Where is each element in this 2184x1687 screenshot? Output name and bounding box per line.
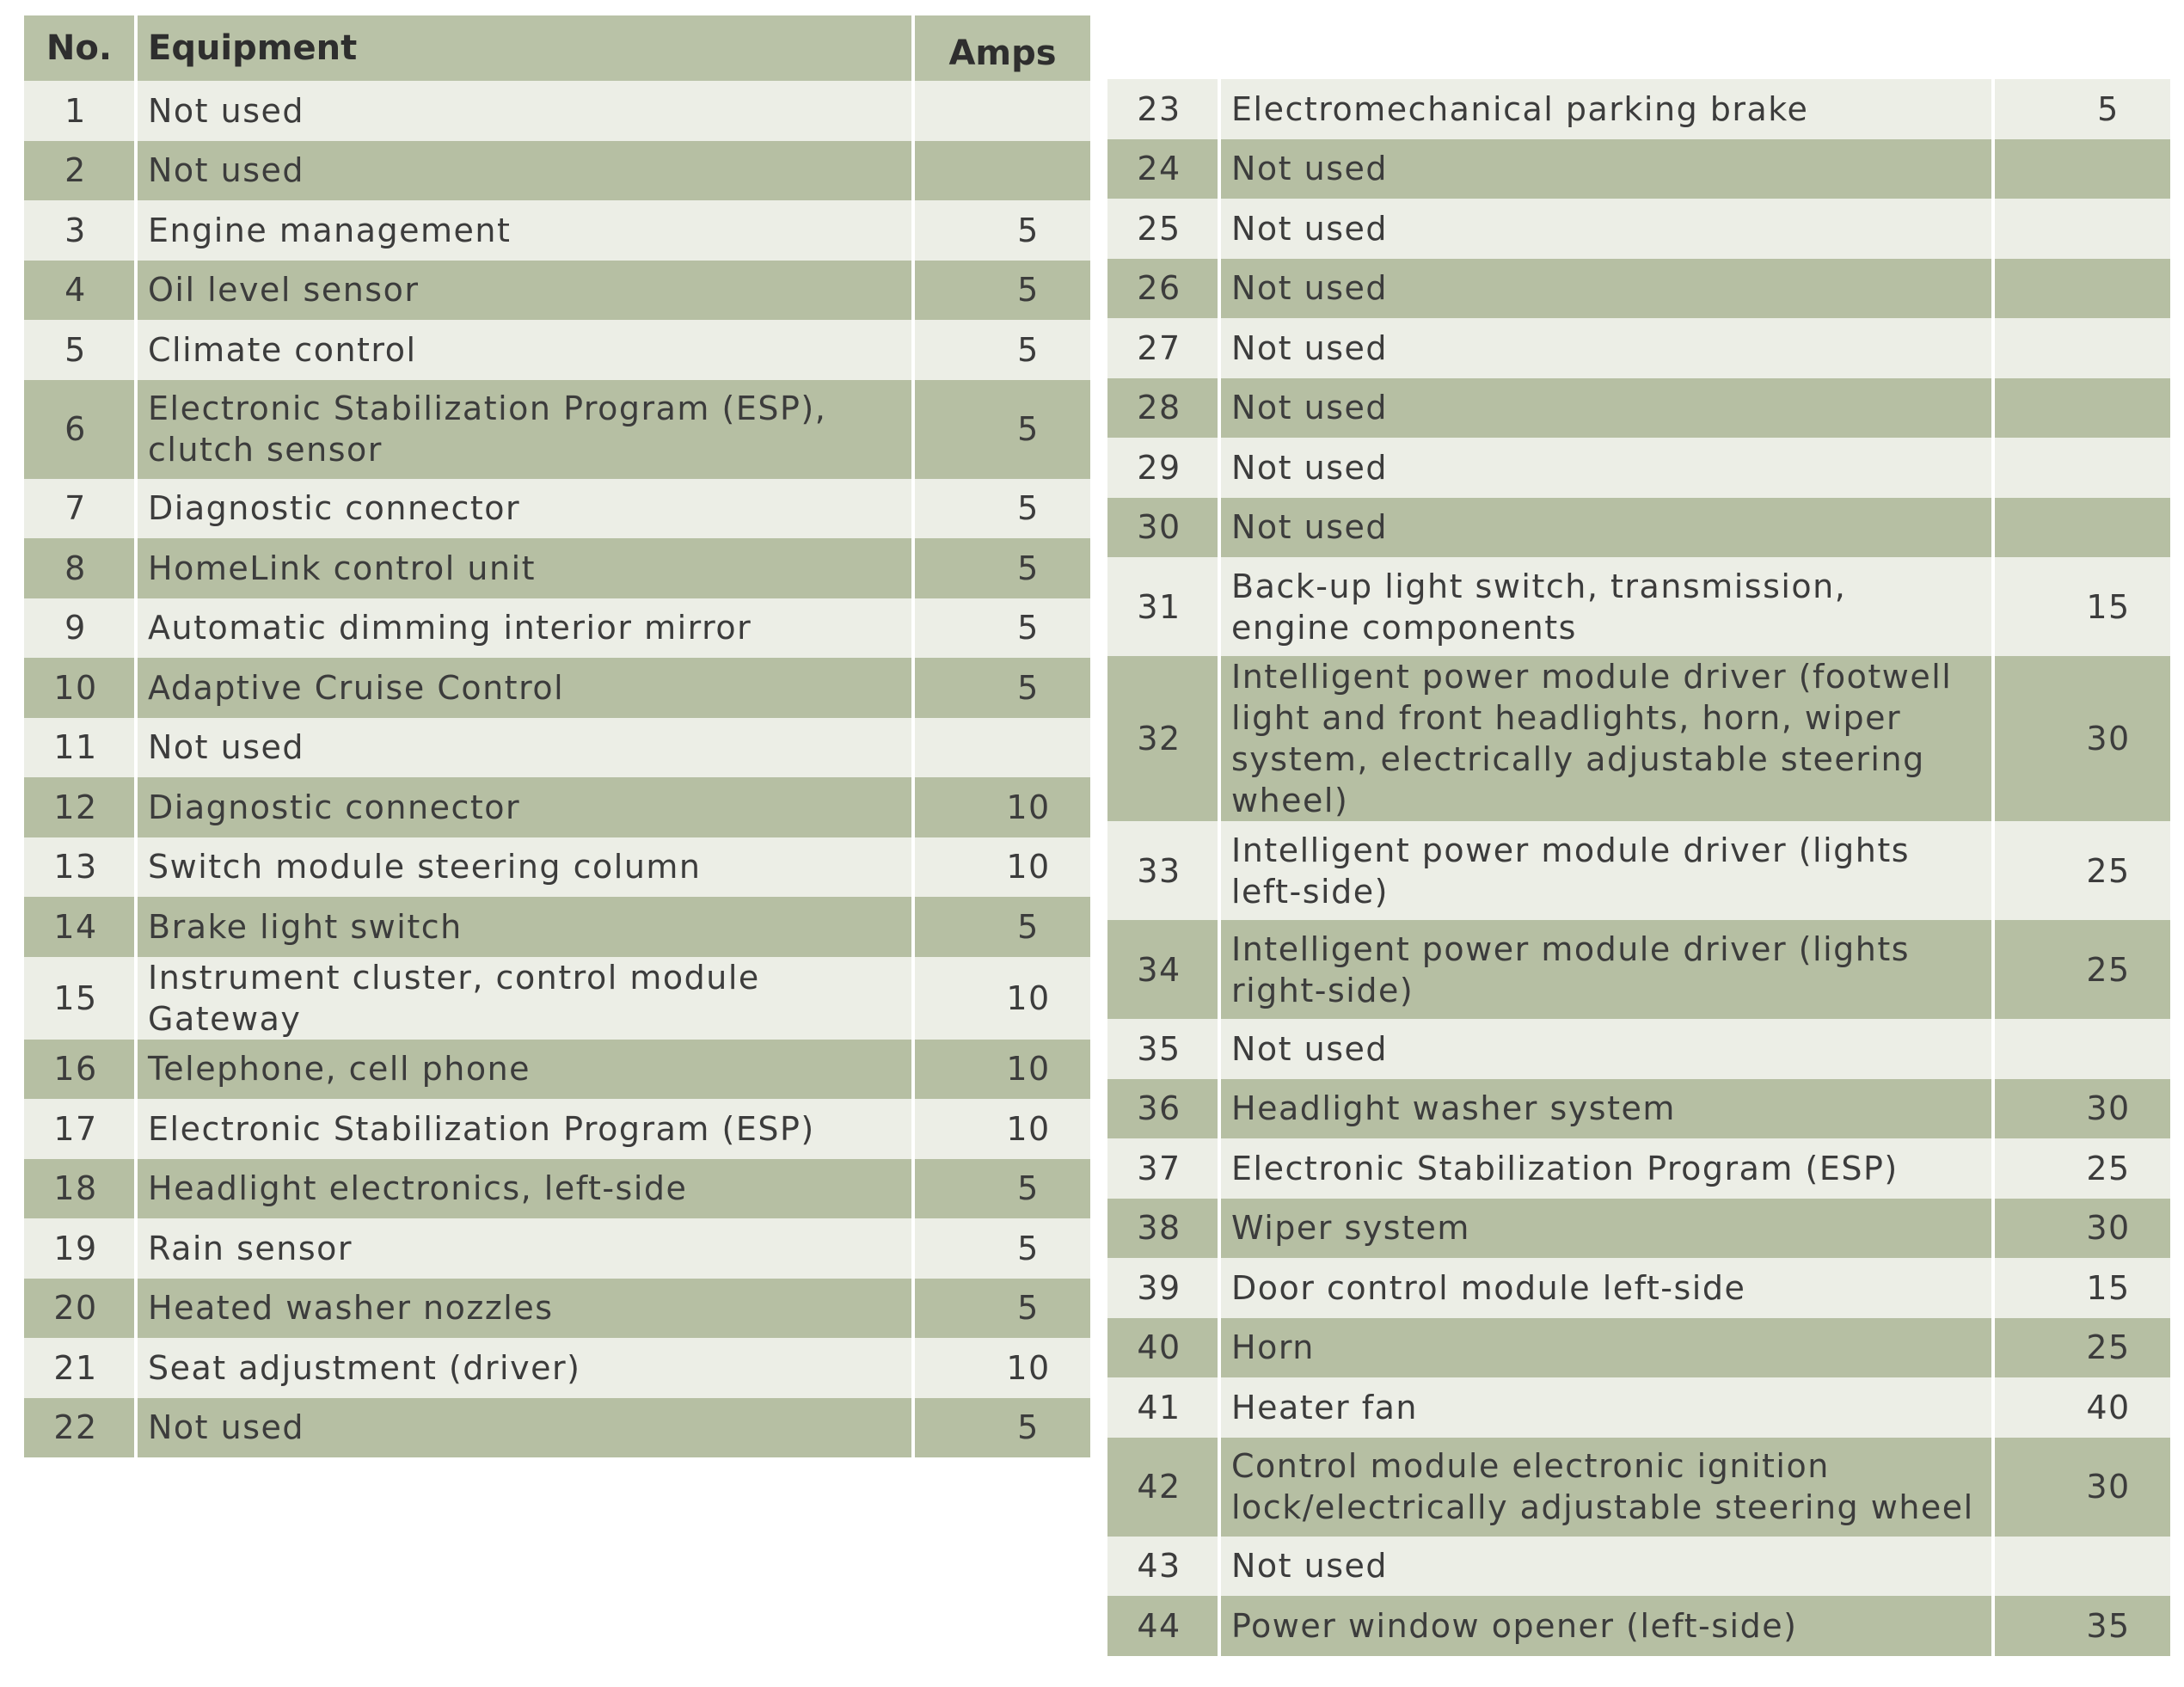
fuse-equipment: Adaptive Cruise Control — [136, 658, 913, 718]
fuse-amps: 10 — [913, 957, 1090, 1040]
fuse-equipment: Headlight washer system — [1219, 1079, 1993, 1139]
header-equipment: Equipment — [136, 15, 913, 81]
fuse-amps: 30 — [1993, 1079, 2170, 1139]
fuse-equipment: Seat adjustment (driver) — [136, 1338, 913, 1398]
fuse-equipment: Electronic Stabilization Program (ESP) — [136, 1099, 913, 1159]
fuse-amps: 5 — [913, 897, 1090, 957]
fuse-number: 11 — [24, 718, 136, 778]
fuse-number: 14 — [24, 897, 136, 957]
fuse-equipment: Intelligent power module driver (lights left-side) — [1219, 821, 1993, 920]
table-row — [1107, 199, 2170, 259]
fuse-equipment: Engine management — [136, 200, 913, 261]
fuse-amps: 40 — [1993, 1377, 2170, 1438]
table-row — [24, 1338, 1090, 1398]
fuse-amps: 10 — [913, 1338, 1090, 1398]
fuse-equipment: Headlight electronics, left-side — [136, 1159, 913, 1219]
fuse-number: 5 — [24, 320, 136, 380]
table-row — [24, 1398, 1090, 1458]
table-row — [24, 141, 1090, 201]
fuse-number: 27 — [1107, 318, 1219, 378]
fuse-amps: 5 — [913, 1218, 1090, 1279]
table-row — [1107, 438, 2170, 498]
fuse-amps: 25 — [1993, 1318, 2170, 1378]
fuse-equipment: Intelligent power module driver (lights right-side) — [1219, 920, 1993, 1019]
table-row — [1107, 1258, 2170, 1318]
table-row — [24, 479, 1090, 539]
fuse-number: 22 — [24, 1398, 136, 1458]
fuse-number: 36 — [1107, 1079, 1219, 1139]
fuse-number: 37 — [1107, 1138, 1219, 1199]
fuse-amps: 30 — [1993, 656, 2170, 821]
table-row — [24, 718, 1090, 778]
fuse-number: 12 — [24, 777, 136, 837]
table-row — [24, 897, 1090, 957]
fuse-amps: 10 — [913, 777, 1090, 837]
fuse-number: 40 — [1107, 1318, 1219, 1378]
table-row — [1107, 656, 2170, 821]
fuse-equipment: Not used — [1219, 318, 1993, 378]
table-row — [24, 200, 1090, 261]
fuse-amps: 5 — [913, 1398, 1090, 1458]
fuse-amps: 10 — [913, 1099, 1090, 1159]
fuse-number: 25 — [1107, 199, 1219, 259]
fuse-equipment: Power window opener (left-side) — [1219, 1596, 1993, 1656]
fuse-amps — [913, 81, 1090, 141]
table-row — [24, 1279, 1090, 1339]
fuse-amps — [1993, 498, 2170, 558]
table-row — [1107, 920, 2170, 1019]
table-row — [1107, 1438, 2170, 1537]
table-row — [1107, 1019, 2170, 1079]
fuse-number: 20 — [24, 1279, 136, 1339]
fuse-equipment: Not used — [1219, 1537, 1993, 1597]
table-row — [1107, 1596, 2170, 1656]
fuse-equipment: Not used — [1219, 139, 1993, 199]
fuse-number: 19 — [24, 1218, 136, 1279]
fuse-table-right — [1107, 79, 2170, 1656]
table-row — [1107, 498, 2170, 558]
fuse-number: 31 — [1107, 557, 1219, 656]
fuse-equipment: HomeLink control unit — [136, 538, 913, 598]
table-row — [1107, 259, 2170, 319]
fuse-equipment: Not used — [136, 1398, 913, 1458]
fuse-amps: 5 — [913, 658, 1090, 718]
fuse-amps: 35 — [1993, 1596, 2170, 1656]
fuse-amps — [1993, 1019, 2170, 1079]
fuse-amps: 5 — [913, 598, 1090, 659]
fuse-amps: 25 — [1993, 920, 2170, 1019]
fuse-equipment: Door control module left-side — [1219, 1258, 1993, 1318]
fuse-number: 2 — [24, 141, 136, 201]
table-row — [1107, 1079, 2170, 1139]
fuse-number: 3 — [24, 200, 136, 261]
fuse-equipment: Not used — [136, 81, 913, 141]
table-row — [24, 1218, 1090, 1279]
table-row — [1107, 1537, 2170, 1597]
table-header — [24, 15, 1090, 81]
fuse-amps: 10 — [913, 837, 1090, 898]
fuse-equipment: Back-up light switch, transmission, engine components — [1219, 557, 1993, 656]
fuse-equipment: Intelligent power module driver (footwell light and front headlights, horn, wiper system, electrically adjustable steering wheel) — [1219, 656, 1993, 821]
fuse-equipment: Not used — [1219, 438, 1993, 498]
fuse-equipment: Brake light switch — [136, 897, 913, 957]
fuse-number: 44 — [1107, 1596, 1219, 1656]
fuse-number: 34 — [1107, 920, 1219, 1019]
fuse-number: 38 — [1107, 1199, 1219, 1259]
fuse-number: 8 — [24, 538, 136, 598]
fuse-number: 35 — [1107, 1019, 1219, 1079]
fuse-number: 30 — [1107, 498, 1219, 558]
table-row — [1107, 139, 2170, 199]
table-row — [24, 538, 1090, 598]
table-row — [24, 320, 1090, 380]
fuse-equipment: Instrument cluster, control module Gateway — [136, 957, 913, 1040]
fuse-number: 7 — [24, 479, 136, 539]
table-row — [1107, 1377, 2170, 1438]
table-row — [24, 837, 1090, 898]
fuse-amps: 25 — [1993, 821, 2170, 920]
fuse-amps — [913, 141, 1090, 201]
fuse-number: 9 — [24, 598, 136, 659]
table-row — [1107, 79, 2170, 139]
fuse-amps — [1993, 378, 2170, 439]
fuse-equipment: Climate control — [136, 320, 913, 380]
fuse-equipment: Horn — [1219, 1318, 1993, 1378]
table-row — [1107, 1199, 2170, 1259]
fuse-equipment: Electronic Stabilization Program (ESP), clutch sensor — [136, 380, 913, 479]
fuse-equipment: Diagnostic connector — [136, 479, 913, 539]
fuse-number: 6 — [24, 380, 136, 479]
fuse-number: 29 — [1107, 438, 1219, 498]
fuse-amps — [1993, 438, 2170, 498]
fuse-equipment: Not used — [136, 718, 913, 778]
table-row — [24, 1159, 1090, 1219]
fuse-equipment: Rain sensor — [136, 1218, 913, 1279]
table-row — [24, 261, 1090, 321]
fuse-number: 39 — [1107, 1258, 1219, 1318]
fuse-number: 17 — [24, 1099, 136, 1159]
fuse-equipment: Control module electronic ignition lock/electrically adjustable steering wheel — [1219, 1438, 1993, 1537]
fuse-number: 26 — [1107, 259, 1219, 319]
fuse-amps: 5 — [1993, 79, 2170, 139]
fuse-amps: 30 — [1993, 1438, 2170, 1537]
fuse-amps: 5 — [913, 479, 1090, 539]
fuse-amps — [1993, 259, 2170, 319]
fuse-amps — [913, 718, 1090, 778]
fuse-amps — [1993, 1537, 2170, 1597]
fuse-equipment: Electromechanical parking brake — [1219, 79, 1993, 139]
fuse-equipment: Diagnostic connector — [136, 777, 913, 837]
table-row — [1107, 821, 2170, 920]
fuse-table-left — [24, 15, 1090, 1457]
fuse-equipment: Switch module steering column — [136, 837, 913, 898]
table-row — [24, 957, 1090, 1040]
fuse-amps — [1993, 318, 2170, 378]
fuse-number: 21 — [24, 1338, 136, 1398]
fuse-equipment: Not used — [1219, 259, 1993, 319]
fuse-number: 18 — [24, 1159, 136, 1219]
fuse-number: 28 — [1107, 378, 1219, 439]
table-row — [1107, 557, 2170, 656]
fuse-equipment: Not used — [136, 141, 913, 201]
table-row — [24, 658, 1090, 718]
fuse-amps: 15 — [1993, 557, 2170, 656]
table-row — [1107, 1138, 2170, 1199]
fuse-amps: 25 — [1993, 1138, 2170, 1199]
fuse-amps: 5 — [913, 200, 1090, 261]
fuse-equipment: Not used — [1219, 378, 1993, 439]
fuse-amps: 5 — [913, 320, 1090, 380]
fuse-equipment: Telephone, cell phone — [136, 1040, 913, 1100]
fuse-equipment: Heated washer nozzles — [136, 1279, 913, 1339]
table-row — [1107, 378, 2170, 439]
fuse-number: 4 — [24, 261, 136, 321]
fuse-number: 10 — [24, 658, 136, 718]
fuse-number: 43 — [1107, 1537, 1219, 1597]
fuse-amps: 5 — [913, 1279, 1090, 1339]
table-row — [24, 598, 1090, 659]
fuse-number: 1 — [24, 81, 136, 141]
fuse-amps — [1993, 199, 2170, 259]
fuse-equipment: Wiper system — [1219, 1199, 1993, 1259]
table-row — [24, 1099, 1090, 1159]
fuse-number: 42 — [1107, 1438, 1219, 1537]
table-row — [24, 1040, 1090, 1100]
fuse-amps: 10 — [913, 1040, 1090, 1100]
fuse-equipment: Automatic dimming interior mirror — [136, 598, 913, 659]
fuse-number: 13 — [24, 837, 136, 898]
fuse-amps — [1993, 139, 2170, 199]
table-row — [24, 777, 1090, 837]
header-amps: Amps — [913, 15, 1090, 81]
fuse-equipment: Oil level sensor — [136, 261, 913, 321]
fuse-equipment: Not used — [1219, 1019, 1993, 1079]
fuse-number: 41 — [1107, 1377, 1219, 1438]
fuse-equipment: Not used — [1219, 498, 1993, 558]
fuse-amps: 5 — [913, 538, 1090, 598]
table-row — [1107, 1318, 2170, 1378]
fuse-number: 23 — [1107, 79, 1219, 139]
fuse-number: 32 — [1107, 656, 1219, 821]
fuse-amps: 5 — [913, 1159, 1090, 1219]
header-no: No. — [24, 15, 136, 81]
fuse-amps: 5 — [913, 261, 1090, 321]
table-row — [24, 380, 1090, 479]
table-row — [24, 81, 1090, 141]
table-row — [1107, 318, 2170, 378]
fuse-number: 16 — [24, 1040, 136, 1100]
fuse-equipment: Heater fan — [1219, 1377, 1993, 1438]
fuse-amps: 30 — [1993, 1199, 2170, 1259]
fuse-equipment: Electronic Stabilization Program (ESP) — [1219, 1138, 1993, 1199]
fuse-amps: 15 — [1993, 1258, 2170, 1318]
fuse-amps: 5 — [913, 380, 1090, 479]
fuse-equipment: Not used — [1219, 199, 1993, 259]
fuse-number: 24 — [1107, 139, 1219, 199]
fuse-number: 33 — [1107, 821, 1219, 920]
fuse-number: 15 — [24, 957, 136, 1040]
